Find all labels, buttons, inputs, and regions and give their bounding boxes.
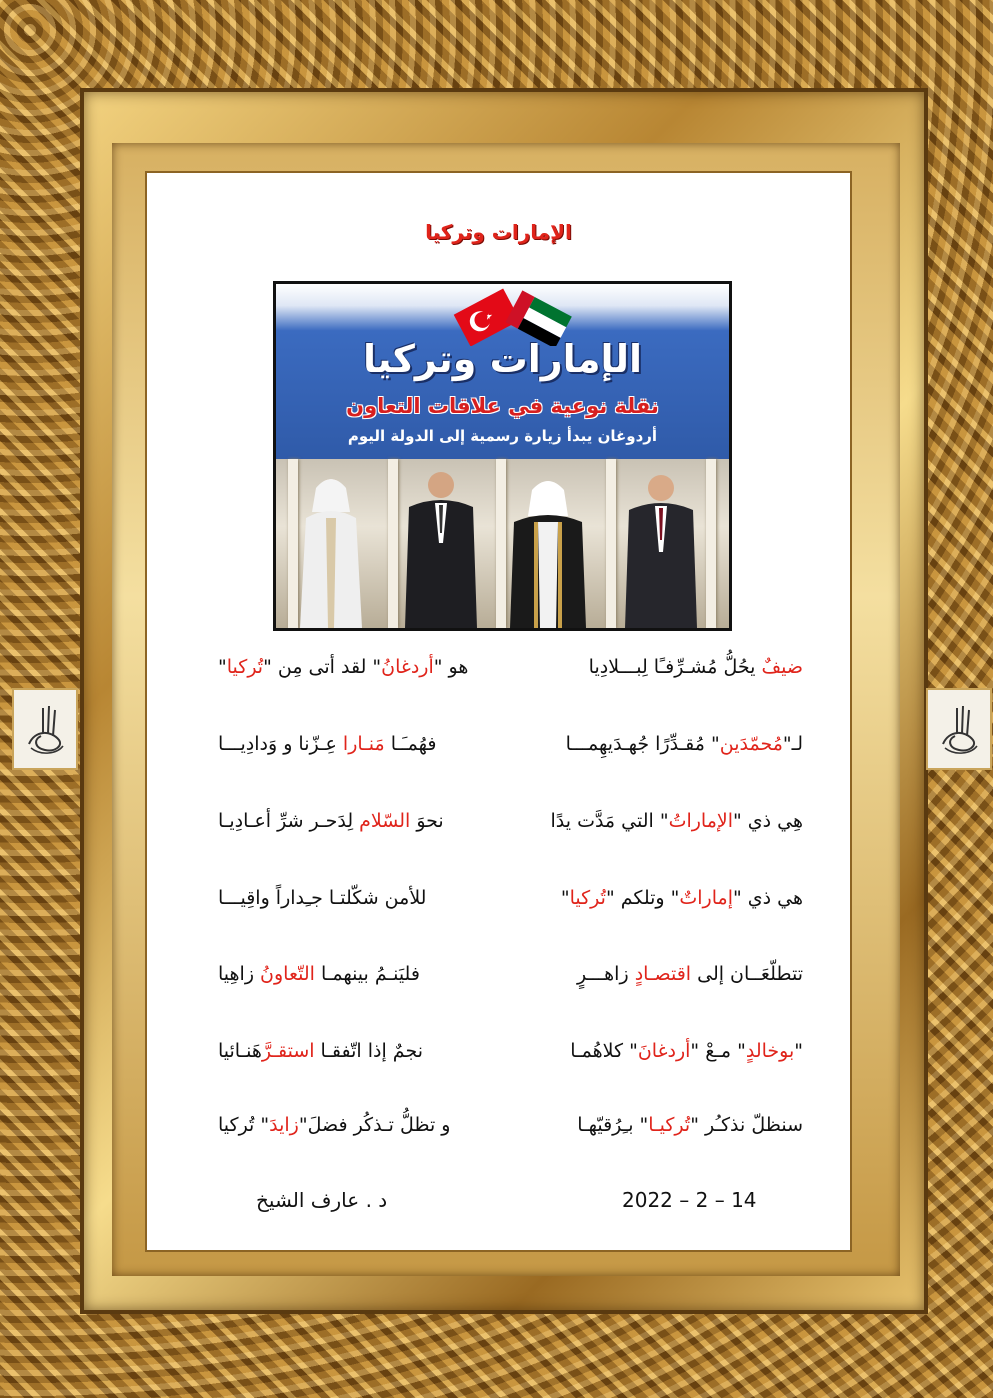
highlighted-word: استقـرَّ	[261, 1040, 315, 1062]
poem-line-4-second-hemistich	[218, 887, 426, 909]
person-figure	[296, 468, 366, 628]
verse-text: هَنـائيا	[218, 1040, 262, 1062]
verse-text: " بـِرُقيّهـا	[577, 1114, 649, 1136]
verse-text: نحوَ	[410, 810, 444, 832]
poem-line-7-first-hemistich	[577, 1114, 803, 1136]
poem-line-7-second-hemistich	[218, 1114, 450, 1136]
poem-line-4-first-hemistich	[561, 887, 803, 909]
poem-line-3-first-hemistich	[550, 810, 803, 832]
poem-line-6-second-hemistich	[218, 1040, 423, 1062]
highlighted-word: السّلام	[359, 810, 411, 832]
poster-tagline: أردوغان يبدأ زيارة رسمية إلى الدولة اليوم	[347, 427, 658, 445]
verse-text: هِي ذي "	[732, 810, 803, 832]
news-poster-image	[273, 281, 732, 631]
poster-headline: الإمارات وتركيا	[362, 337, 643, 381]
highlighted-word: أردغانَ	[637, 1040, 691, 1062]
poem-line-6-first-hemistich	[570, 1040, 803, 1062]
verse-text: تتطلّعَــان إلى	[691, 963, 803, 985]
verse-text: يحُلُّ مُشـرِّفـًا لِبـــلادِيا	[588, 656, 762, 678]
verse-text: فهُمـَـا	[384, 733, 437, 755]
tughra-icon	[21, 700, 69, 758]
highlighted-word: تُركيا	[569, 887, 606, 909]
poem-line-3-second-hemistich	[218, 810, 444, 832]
poster-subheadline: نقلة نوعية في علاقات التعاون	[346, 394, 659, 418]
person-figure	[621, 466, 701, 628]
highlighted-word: إماراتٌ	[679, 887, 733, 909]
highlighted-word: زايدَ	[269, 1114, 299, 1136]
poem-author: د . عارف الشيخ	[256, 1188, 388, 1212]
highlighted-word: الإماراتُ	[668, 810, 733, 832]
highlighted-word: تُركيا	[226, 656, 264, 678]
verse-text: و تظلُّ تـذكُر فضلَ"	[298, 1114, 451, 1136]
verse-text: " التي مَدَّت يدًا	[550, 810, 669, 832]
poem-line-2-second-hemistich	[218, 733, 436, 755]
verse-text: زاهـــرٍ	[576, 963, 635, 985]
highlighted-word: ضيفٌ	[761, 656, 803, 678]
verse-text: " مـعْ "	[690, 1040, 746, 1062]
verse-text: هي ذي "	[732, 887, 803, 909]
highlighted-word: تُركيـا	[648, 1114, 691, 1136]
highlighted-word: مَنـارا	[342, 733, 385, 755]
verse-text: لـ"	[782, 733, 803, 755]
verse-text: للأمن شكّلتـا جـِداراً واقِيـــا	[218, 887, 427, 909]
poem-line-1-first-hemistich	[589, 656, 803, 678]
poem-line-5-first-hemistich	[577, 963, 803, 985]
verse-text: هو "	[433, 656, 469, 678]
verse-text: نجمٌ إذا اتّفقـا	[314, 1040, 423, 1062]
verse-text: لِدَحـر شرِّ أعـادِيـا	[218, 810, 360, 832]
verse-text: " وتلكم "	[605, 887, 680, 909]
verse-text: زاهِيا	[218, 963, 261, 985]
page-title: الإمارات وتركيا	[425, 220, 572, 244]
poem-date: 14 – 2 – 2022	[622, 1188, 757, 1212]
highlighted-word: بوخالدٍ	[745, 1040, 795, 1062]
tughra-icon	[935, 700, 983, 758]
verse-text: "	[794, 1040, 803, 1062]
poem-line-1-second-hemistich	[218, 656, 468, 678]
left-tughra-badge	[12, 688, 78, 770]
person-figure	[401, 463, 481, 628]
right-tughra-badge	[926, 688, 992, 770]
person-figure	[508, 470, 588, 628]
highlighted-word: أردغانُ	[381, 656, 434, 678]
verse-text: " كلاهُمـا	[570, 1040, 638, 1062]
verse-text: " تُركيا	[218, 1114, 270, 1136]
verse-text: " مُقـدِّرًا جُهـدَيهِمـــا	[565, 733, 720, 755]
leaders-photo	[276, 459, 729, 628]
verse-text: فليَنـمُ بينهمـا	[314, 963, 420, 985]
poem-line-2-first-hemistich	[566, 733, 803, 755]
highlighted-word: مُحمّدَين	[719, 733, 783, 755]
highlighted-word: اقتصـادٍ	[634, 963, 692, 985]
verse-text: "	[218, 656, 227, 678]
verse-text: " لقد أتى مِن "	[263, 656, 382, 678]
verse-text: "	[560, 887, 570, 909]
verse-text: عِـزّنا و وَدادِيـــا	[218, 733, 343, 755]
verse-text: سنظلّ نذكـُر "	[690, 1114, 803, 1136]
highlighted-word: التّعاونُ	[260, 963, 315, 985]
poem-line-5-second-hemistich	[218, 963, 420, 985]
